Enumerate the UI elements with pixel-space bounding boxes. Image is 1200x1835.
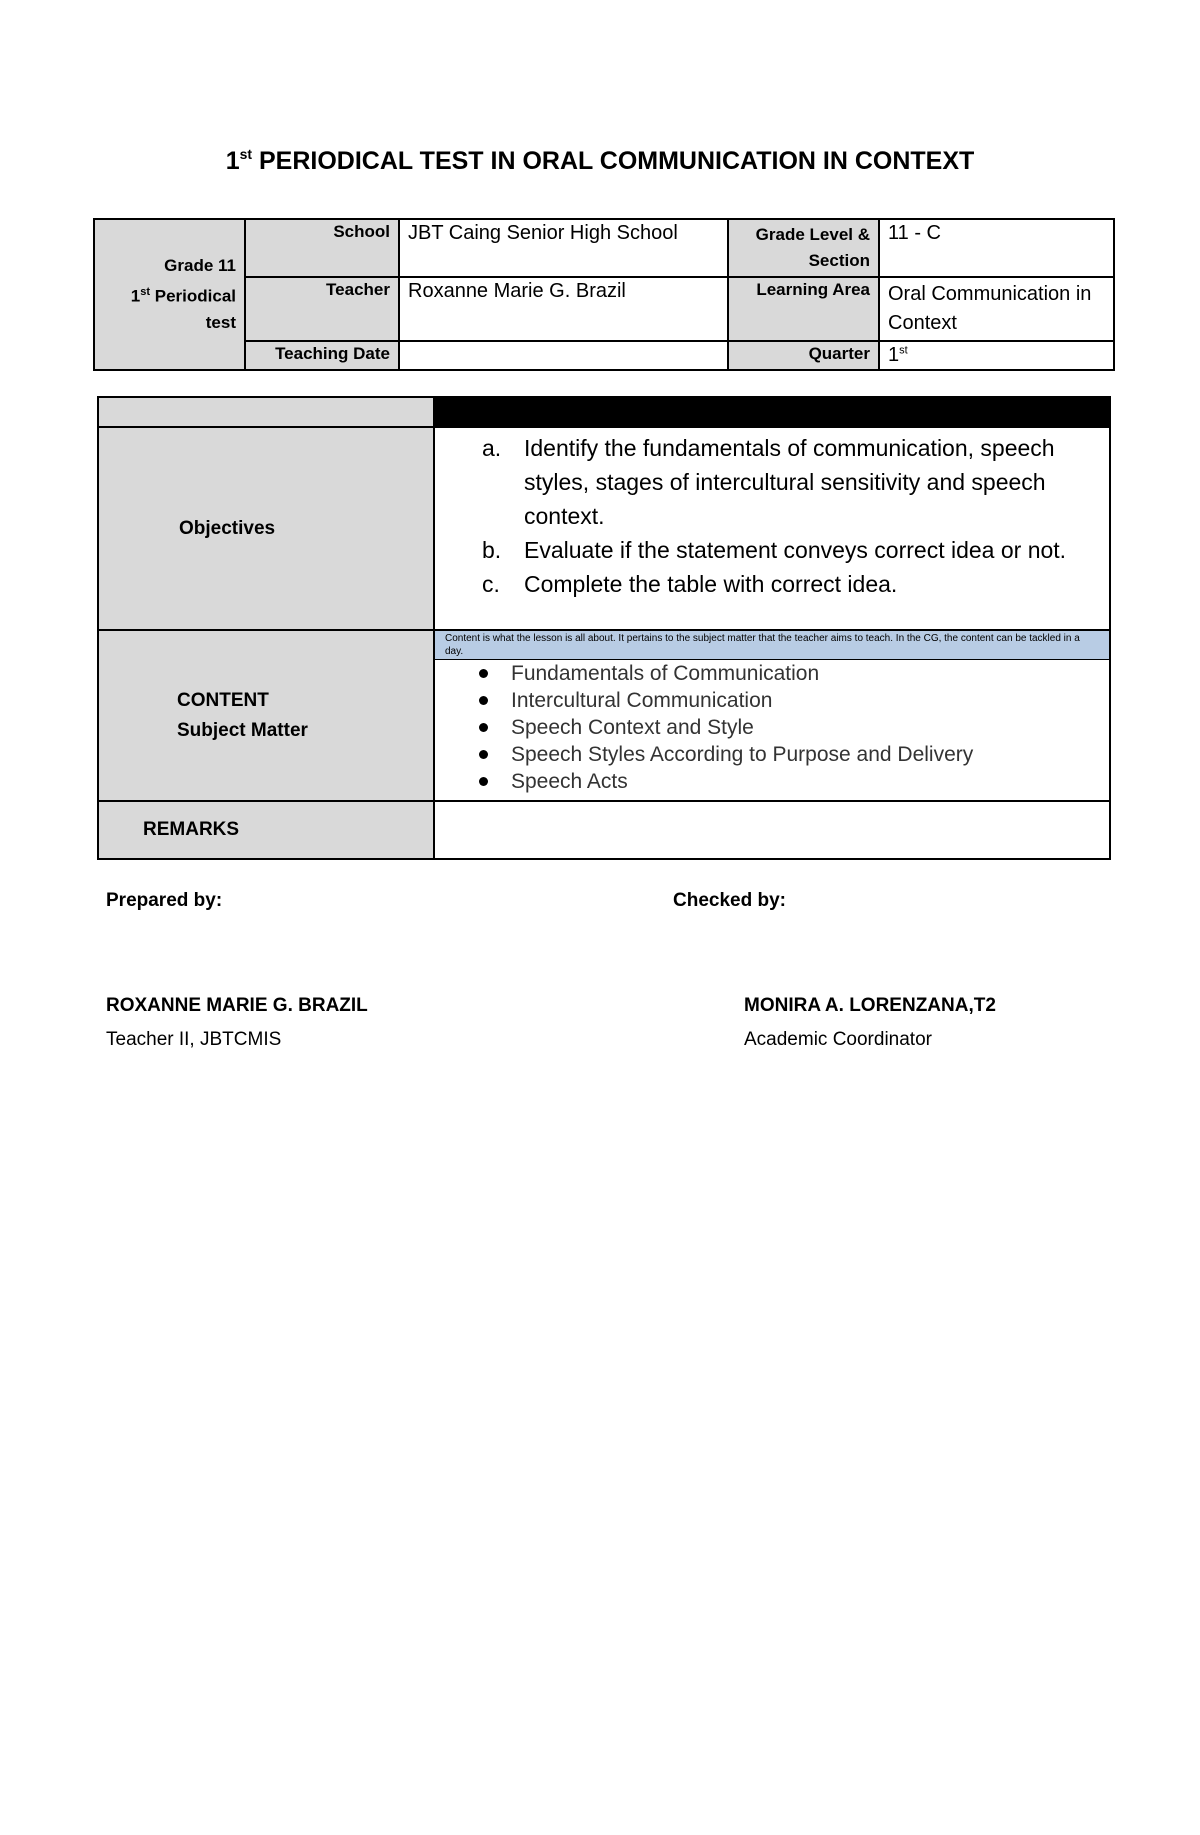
- topic-item: Speech Styles According to Purpose and Delivery: [473, 741, 1109, 768]
- lesson-table: [97, 396, 1111, 860]
- page-title: 1st PERIODICAL TEST IN ORAL COMMUNICATION IN CONTEXT: [225, 146, 975, 175]
- content-cell: [434, 630, 1110, 801]
- quarter-value: 1st: [879, 341, 1114, 370]
- teacher-value: Roxanne Marie G. Brazil: [399, 277, 728, 341]
- content-label: CONTENT Subject Matter: [98, 630, 434, 801]
- objectives-label: Objectives: [98, 427, 434, 630]
- teacher-label: Teacher: [245, 277, 399, 341]
- topic-item: Fundamentals of Communication: [473, 660, 1109, 687]
- blank-header-cell: [98, 397, 434, 427]
- teaching-date-value: [399, 341, 728, 370]
- objectives-cell: [434, 427, 1110, 630]
- teaching-date-label: Teaching Date: [245, 341, 399, 370]
- grade-level-value: 11 - C: [879, 219, 1114, 277]
- learning-area-label: Learning Area: [728, 277, 879, 341]
- school-label: School: [245, 219, 399, 277]
- topic-item: Intercultural Communication: [473, 687, 1109, 714]
- objective-item: a. Identify the fundamentals of communication, speech styles, stages of intercultural sensitivity and speech context.: [482, 435, 1055, 529]
- checked-by-label: Checked by:: [673, 890, 786, 911]
- preparer-title: Teacher II, JBTCMIS: [106, 1029, 282, 1050]
- black-header-bar: [434, 397, 1110, 427]
- grade-level-label: Grade Level & Section: [728, 219, 879, 277]
- remarks-label: REMARKS: [98, 801, 434, 859]
- objective-item: b. Evaluate if the statement conveys correct idea or not.: [482, 537, 1067, 563]
- topic-item: Speech Context and Style: [473, 714, 1109, 741]
- remarks-value: [434, 801, 1110, 859]
- objective-item: c. Complete the table with correct idea.: [482, 571, 898, 597]
- prepared-by-label: Prepared by:: [106, 890, 223, 911]
- learning-area-value: Oral Communication in Context: [879, 277, 1114, 341]
- topics-list: [435, 660, 1109, 795]
- preparer-name: ROXANNE MARIE G. BRAZIL: [106, 995, 368, 1016]
- grade-period-cell: Grade 11 1st Periodical test: [94, 219, 245, 370]
- quarter-label: Quarter: [728, 341, 879, 370]
- school-value: JBT Caing Senior High School: [399, 219, 728, 277]
- topic-item: Speech Acts: [473, 768, 1109, 795]
- content-note: Content is what the lesson is all about. It pertains to the subject matter that the teacher aims to teach. In the CG, the content can be tackled in a day.: [435, 631, 1109, 660]
- header-table: [93, 218, 1115, 371]
- objectives-list: [436, 429, 1108, 601]
- checker-title: Academic Coordinator: [744, 1029, 932, 1050]
- checker-name: MONIRA A. LORENZANA,T2: [744, 995, 996, 1016]
